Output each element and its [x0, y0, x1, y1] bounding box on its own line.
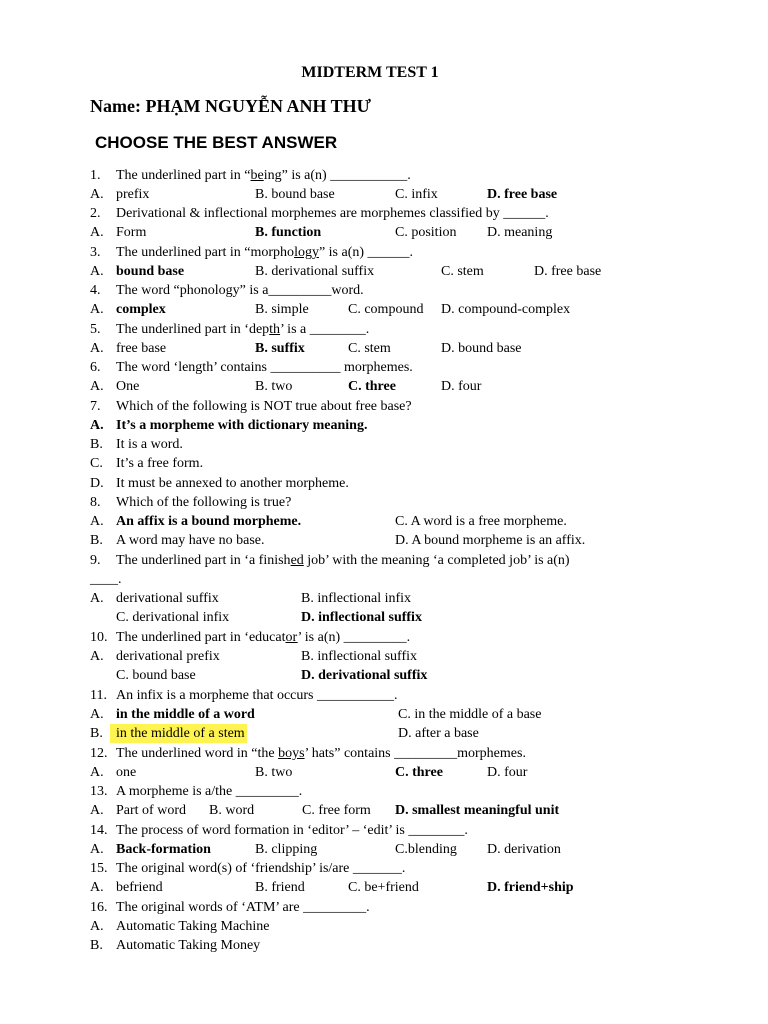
- option-c-selected: C. three: [348, 379, 396, 394]
- question-number: 13.: [90, 784, 108, 799]
- option-c: C. infix: [395, 187, 438, 202]
- option-label: A.: [90, 187, 104, 202]
- option-text: It is a word.: [116, 437, 183, 452]
- question-text: Which of the following is true?: [116, 495, 292, 510]
- option-d: D. four: [487, 765, 528, 780]
- option-label: A.: [90, 649, 104, 664]
- question-number: 12.: [90, 746, 108, 761]
- option-b: A word may have no base.: [116, 533, 265, 548]
- option-label: A.: [90, 514, 104, 529]
- question-text: The underlined part in “morphology” is a(n) ______.: [116, 245, 414, 260]
- question-text: The underlined part in “being” is a(n) ___________.: [116, 168, 411, 183]
- question-number: 4.: [90, 283, 101, 298]
- option-d: D. derivation: [487, 842, 561, 857]
- question-text: A morpheme is a/the _________.: [116, 784, 303, 799]
- question-text: The word ‘length’ contains __________ morphemes.: [116, 360, 413, 375]
- option-label: A.: [90, 803, 104, 818]
- question-text: An infix is a morpheme that occurs ___________.: [116, 688, 398, 703]
- question-number: 1.: [90, 168, 101, 183]
- answer-blank: ____.: [90, 572, 122, 587]
- option-a-selected: Back-formation: [116, 842, 211, 857]
- option-label: A.: [90, 842, 104, 857]
- option-a: one: [116, 765, 137, 780]
- option-c: C. position: [395, 225, 457, 240]
- option-c: C. stem: [441, 264, 484, 279]
- option-d: D. meaning: [487, 225, 553, 240]
- question-number: 5.: [90, 322, 101, 337]
- question-text: Derivational & inflectional morphemes are morphemes classified by ______.: [116, 206, 549, 221]
- option-b-highlighted: in the middle of a stem: [110, 724, 247, 743]
- option-b-selected: B. function: [255, 225, 322, 240]
- option-label: A.: [90, 418, 104, 433]
- option-d: D. A bound morpheme is an affix.: [395, 533, 586, 548]
- question-number: 16.: [90, 900, 108, 915]
- option-b: B. two: [255, 765, 293, 780]
- question-number: 3.: [90, 245, 101, 260]
- option-d: D. compound-complex: [441, 302, 571, 317]
- option-c-selected: C. three: [395, 765, 443, 780]
- question-text: The underlined word in “the boys’ hats” contains _________morphemes.: [116, 746, 526, 761]
- question-text: The word “phonology” is a_________word.: [116, 283, 364, 298]
- option-label: A.: [90, 225, 104, 240]
- question-number: 7.: [90, 399, 101, 414]
- option-d-selected: D. friend+ship: [487, 880, 574, 895]
- option-c: C. stem: [348, 341, 391, 356]
- question-text: The process of word formation in ‘editor’ – ‘edit’ is ________.: [116, 823, 468, 838]
- option-label: B.: [90, 533, 103, 548]
- option-d-selected: D. derivational suffix: [301, 668, 428, 683]
- option-a: prefix: [116, 187, 150, 202]
- document-title: MIDTERM TEST 1: [301, 64, 439, 81]
- question-number: 8.: [90, 495, 101, 510]
- option-c: C. in the middle of a base: [398, 707, 542, 722]
- option-label: A.: [90, 379, 104, 394]
- option-label: B.: [90, 938, 103, 953]
- option-d-selected: D. free base: [487, 187, 558, 202]
- option-c: C.blending: [395, 842, 457, 857]
- option-label: B.: [90, 726, 103, 741]
- option-label: A.: [90, 341, 104, 356]
- option-b-selected: B. suffix: [255, 341, 305, 356]
- option-label: A.: [90, 919, 104, 934]
- question-number: 15.: [90, 861, 108, 876]
- option-label: A.: [90, 765, 104, 780]
- option-a-selected: bound base: [116, 264, 185, 279]
- instruction-heading: CHOOSE THE BEST ANSWER: [95, 133, 338, 152]
- option-label: A.: [90, 264, 104, 279]
- option-b: B. simple: [255, 302, 309, 317]
- option-b: B. derivational suffix: [255, 264, 375, 279]
- option-d: D. free base: [534, 264, 602, 279]
- question-text: Which of the following is NOT true about free base?: [116, 399, 412, 414]
- option-d-selected: D. smallest meaningful unit: [395, 803, 560, 818]
- option-d: D. bound base: [441, 341, 522, 356]
- option-b: B. bound base: [255, 187, 335, 202]
- option-text: Automatic Taking Machine: [116, 919, 270, 934]
- option-d: D. four: [441, 379, 482, 394]
- option-a: befriend: [116, 880, 163, 895]
- option-label: A.: [90, 591, 104, 606]
- option-a: free base: [116, 341, 167, 356]
- option-a: derivational prefix: [116, 649, 220, 664]
- option-text: It must be annexed to another morpheme.: [116, 476, 349, 491]
- option-label: A.: [90, 707, 104, 722]
- option-a: Form: [116, 225, 147, 240]
- option-c: C. bound base: [116, 668, 196, 683]
- option-b: B. inflectional suffix: [301, 649, 417, 664]
- option-text: It’s a free form.: [116, 456, 204, 471]
- option-b: B. friend: [255, 880, 305, 895]
- option-c: C. free form: [302, 803, 371, 818]
- option-a-selected: An affix is a bound morpheme.: [116, 514, 302, 529]
- option-b: B. clipping: [255, 842, 318, 857]
- question-number: 2.: [90, 206, 101, 221]
- question-text: The underlined part in ‘a finished job’ with the meaning ‘a completed job’ is a(n): [116, 553, 570, 568]
- question-number: 6.: [90, 360, 101, 375]
- student-name: Name: PHẠM NGUYỄN ANH THƯ: [90, 96, 371, 116]
- option-text: It’s a morpheme with dictionary meaning.: [116, 418, 368, 433]
- option-a: One: [116, 379, 140, 394]
- option-d: D. after a base: [398, 726, 479, 741]
- option-c: C. compound: [348, 302, 424, 317]
- question-text: The underlined part in ‘depth’ is a ________.: [116, 322, 370, 337]
- question-text: The original word(s) of ‘friendship’ is/are _______.: [116, 861, 406, 876]
- option-c: C. be+friend: [348, 880, 419, 895]
- question-number: 14.: [90, 823, 108, 838]
- question-number: 9.: [90, 553, 101, 568]
- option-a-selected: complex: [116, 302, 166, 317]
- option-label: A.: [90, 880, 104, 895]
- option-b: B. word: [209, 803, 255, 818]
- option-c: C. A word is a free morpheme.: [395, 514, 567, 529]
- option-label: A.: [90, 302, 104, 317]
- option-label: D.: [90, 476, 104, 491]
- option-b: B. inflectional infix: [301, 591, 412, 606]
- option-c: C. derivational infix: [116, 610, 230, 625]
- question-text: The original words of ‘ATM’ are _________.: [116, 900, 370, 915]
- question-number: 10.: [90, 630, 108, 645]
- option-label: C.: [90, 456, 103, 471]
- option-text: Automatic Taking Money: [116, 938, 261, 953]
- option-a: Part of word: [116, 803, 186, 818]
- option-label: B.: [90, 437, 103, 452]
- question-text: The underlined part in ‘educator’ is a(n) _________.: [116, 630, 411, 645]
- question-number: 11.: [90, 688, 107, 703]
- option-a: derivational suffix: [116, 591, 219, 606]
- option-d-selected: D. inflectional suffix: [301, 610, 422, 625]
- option-b: B. two: [255, 379, 293, 394]
- option-a-selected: in the middle of a word: [116, 707, 255, 722]
